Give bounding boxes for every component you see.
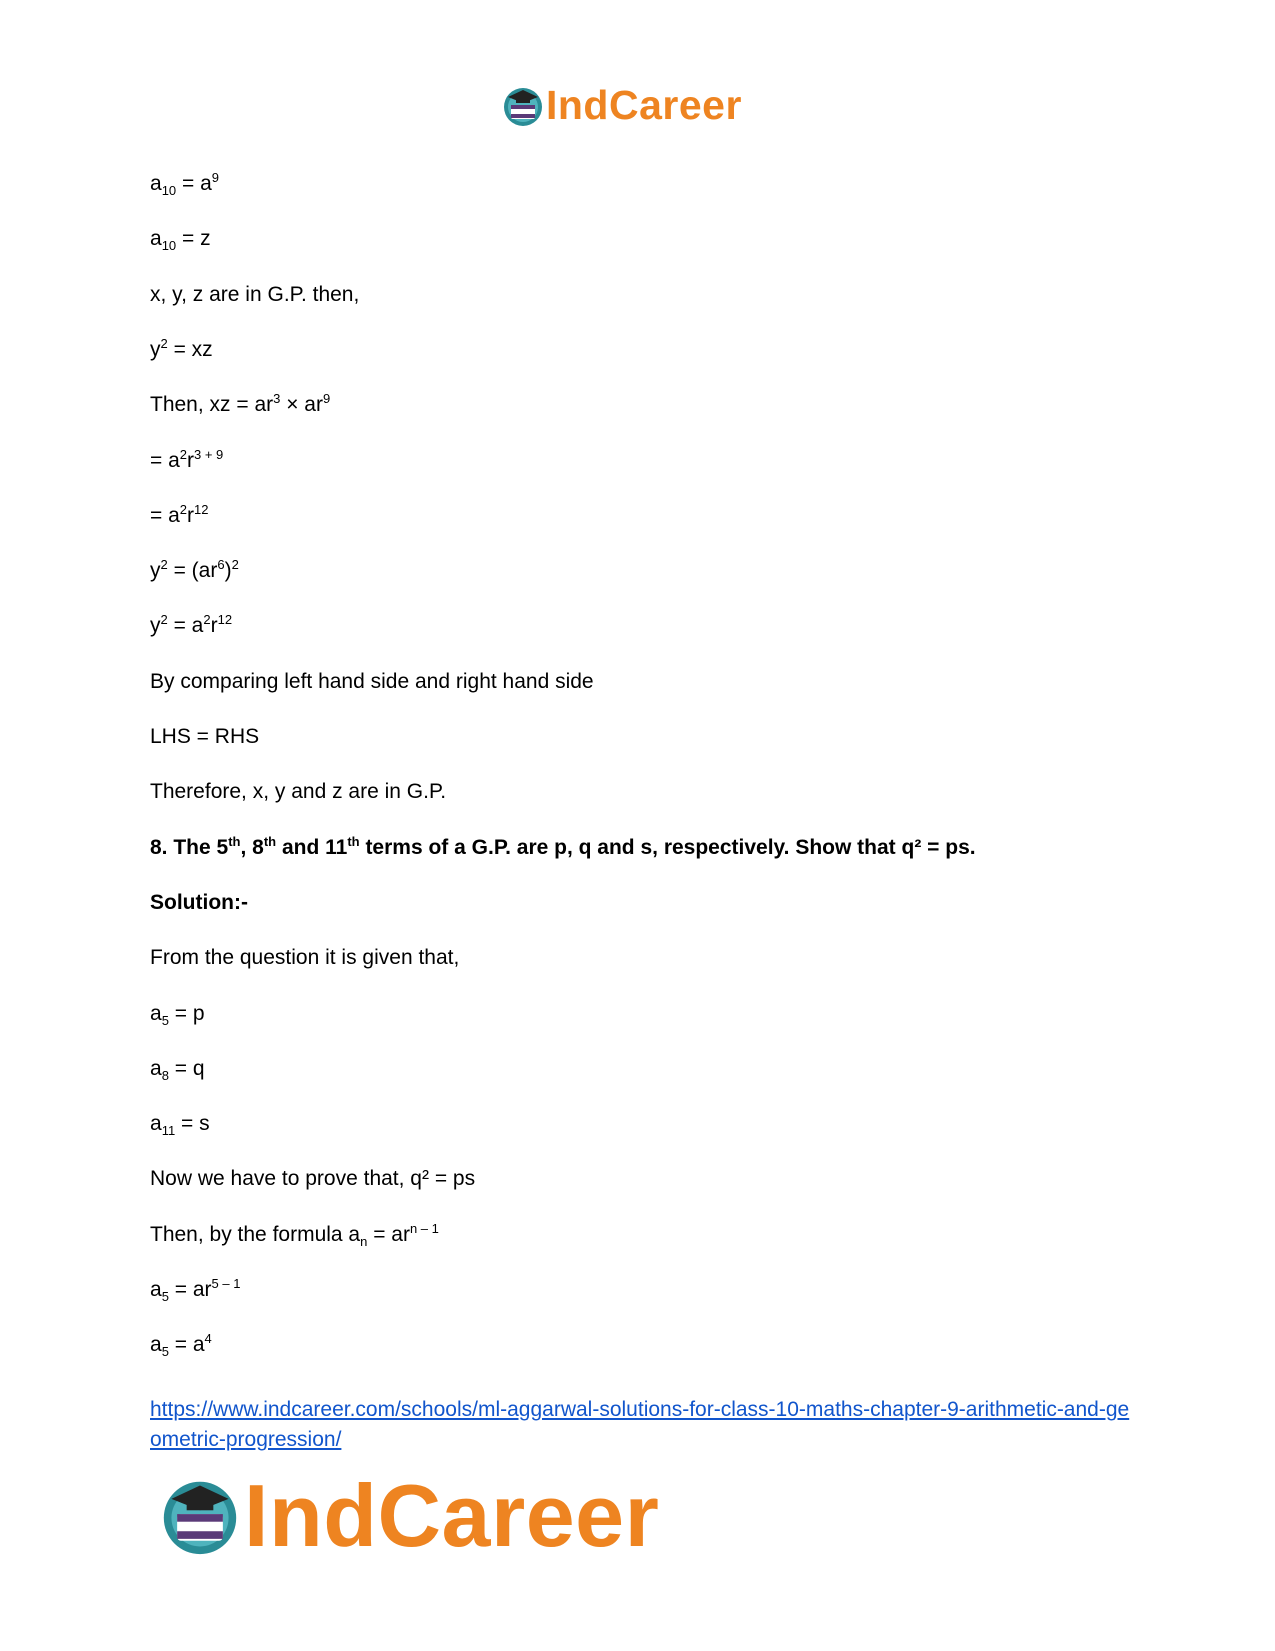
line-text: From the question it is given that, [150, 946, 460, 969]
line-text: a [150, 1333, 162, 1356]
supscript-text: 6 [217, 557, 225, 572]
line-text: ) [224, 559, 232, 582]
line-text: r [187, 504, 195, 527]
line-text: , 8 [240, 836, 264, 859]
text-line [150, 889, 248, 917]
supscript-text: 2 [231, 557, 239, 572]
line-text: = ar [168, 1278, 212, 1301]
line-text: By comparing left hand side and right hand side [150, 670, 594, 693]
line-text: a [150, 1057, 162, 1080]
line-text: r [187, 449, 195, 472]
line-text: a [150, 1002, 162, 1025]
subscript-text: 10 [161, 183, 177, 198]
supscript-text: 2 [179, 502, 188, 517]
supscript-text: 2 [160, 336, 168, 351]
supscript-text: 2 [203, 612, 211, 627]
supscript-text: 2 [160, 612, 168, 627]
line-text: r [210, 614, 218, 637]
line-text: x, y, z are in G.P. then, [150, 283, 360, 306]
line-text: = s [175, 1112, 210, 1135]
supscript-text: 2 [160, 557, 168, 572]
line-text: = ar [367, 1223, 410, 1246]
text-line [150, 557, 239, 585]
text-line [150, 668, 594, 696]
line-text: 8. The 5 [150, 836, 229, 859]
supscript-text: th [263, 834, 277, 849]
line-text: = a [168, 1333, 205, 1356]
text-line [150, 225, 211, 253]
line-text: y [150, 559, 161, 582]
text-line [150, 502, 208, 530]
line-text: LHS = RHS [150, 725, 260, 748]
text-line [150, 612, 232, 640]
text-line [150, 1276, 240, 1304]
subscript-text: 5 [161, 1344, 169, 1359]
supscript-text: 3 + 9 [194, 447, 224, 462]
line-text: = (ar [167, 559, 218, 582]
text-line [150, 1000, 205, 1028]
line-text: = q [168, 1057, 205, 1080]
supscript-text: 12 [217, 612, 233, 627]
supscript-text: 3 [273, 391, 281, 406]
supscript-text: n – 1 [409, 1221, 439, 1236]
subscript-text: 10 [161, 238, 177, 253]
line-text: Therefore, x, y and z are in G.P. [150, 780, 447, 803]
footer-logo [160, 1465, 659, 1567]
line-text: = a [150, 449, 180, 472]
supscript-text: 9 [211, 170, 220, 185]
graduation-book-icon [160, 1476, 240, 1556]
supscript-text: th [228, 834, 241, 849]
line-text: = xz [167, 338, 213, 361]
line-text: = a [150, 504, 180, 527]
source-link[interactable]: https://www.indcareer.com/schools/ml-aggarwal-solutions-for-class-10-maths-chapter-9-arithmetic-and-geometric-progression/ [150, 1398, 1130, 1451]
line-text: Then, xz = ar [150, 393, 274, 416]
supscript-text: 2 [179, 447, 188, 462]
supscript-text: th [347, 834, 360, 849]
text-line [150, 1055, 205, 1083]
line-text: y [150, 614, 161, 637]
line-text: Now we have to prove that, q² = ps [150, 1167, 476, 1190]
brand-name: IndCareer [244, 1466, 660, 1565]
subscript-text: 11 [161, 1123, 176, 1138]
line-text: a [150, 1278, 162, 1301]
graduation-book-icon [502, 85, 544, 127]
text-line [150, 1165, 475, 1193]
supscript-text: 12 [194, 502, 209, 517]
subscript-text: 5 [161, 1289, 169, 1304]
text-line [150, 281, 359, 309]
text-line [150, 391, 330, 419]
line-text: = z [176, 227, 211, 250]
subscript-text: n [360, 1234, 368, 1249]
text-line [150, 944, 459, 972]
text-line [150, 1331, 212, 1359]
brand-name: IndCareer [546, 82, 742, 128]
text-line [150, 1110, 210, 1138]
text-line [150, 447, 223, 475]
header-logo [502, 82, 742, 129]
line-text: Solution:- [150, 891, 248, 914]
line-text: terms of a G.P. are p, q and s, respectively. Show that q² = ps. [359, 836, 976, 859]
supscript-text: 9 [322, 391, 331, 406]
text-line [150, 834, 976, 862]
line-text: Then, by the formula a [150, 1223, 361, 1246]
line-text: a [150, 227, 162, 250]
text-line [150, 723, 259, 751]
subscript-text: 8 [161, 1068, 169, 1083]
text-line [150, 1221, 439, 1249]
line-text: a [150, 172, 162, 195]
line-text: = a [176, 172, 212, 195]
line-text: = p [168, 1002, 205, 1025]
line-text: = a [167, 614, 204, 637]
text-line [150, 170, 219, 198]
text-line [150, 778, 446, 806]
supscript-text: 4 [204, 1331, 212, 1346]
line-text: × ar [280, 393, 323, 416]
subscript-text: 5 [161, 1013, 169, 1028]
supscript-text: 5 – 1 [211, 1276, 241, 1291]
line-text: and 11 [276, 836, 348, 859]
line-text: y [150, 338, 161, 361]
text-line [150, 336, 213, 364]
line-text: a [150, 1112, 162, 1135]
